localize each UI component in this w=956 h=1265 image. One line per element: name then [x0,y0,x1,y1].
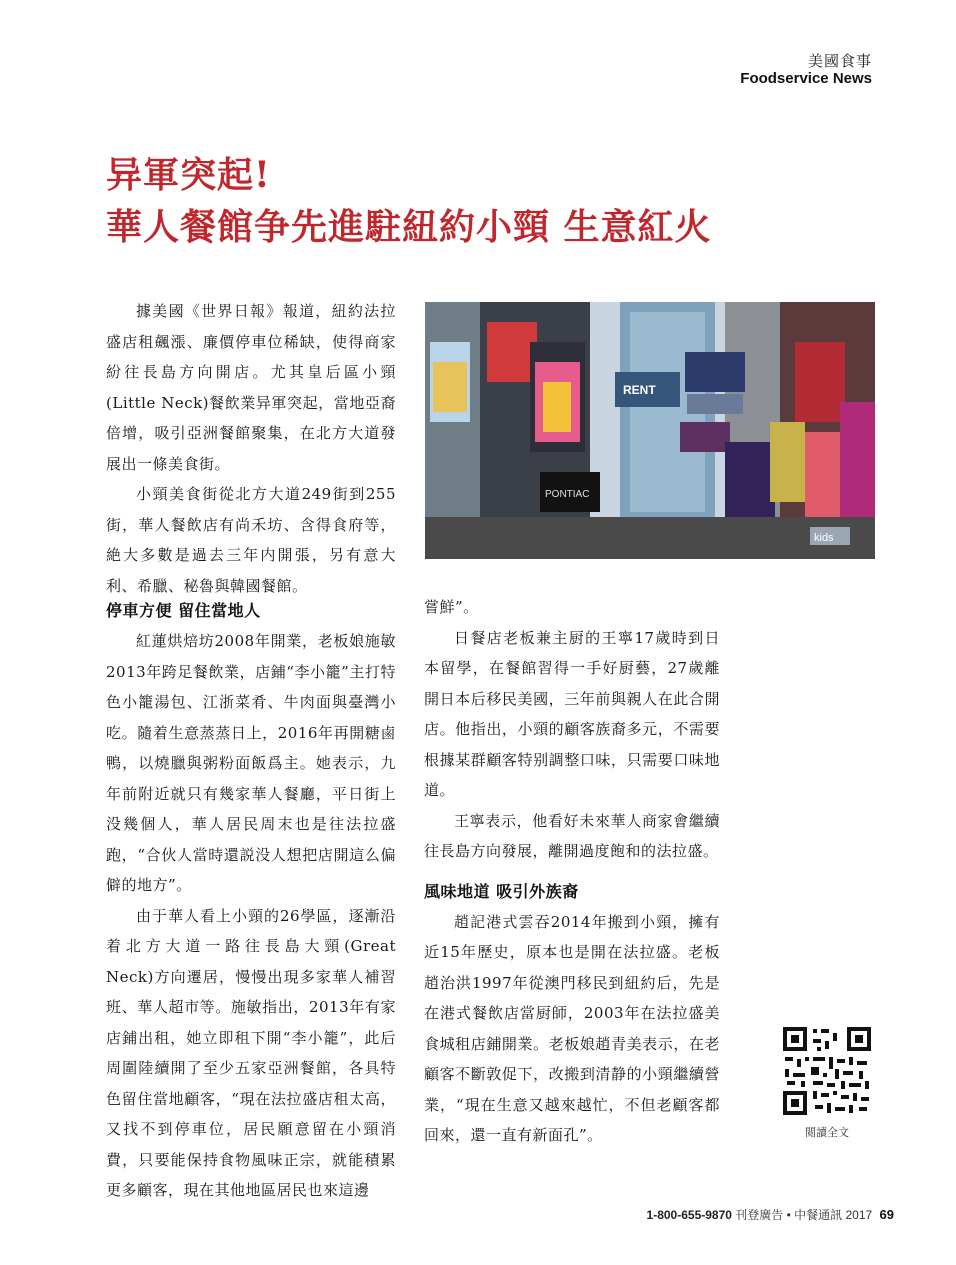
continued-paragraph: 嘗鮮”。 [424,598,479,616]
section-2-paragraph-3: 趙記港式雲吞2014年搬到小頸，擁有近15年歷史，原本也是開在法拉盛。老板趙治洪1997年從澳門移民到紐約后，先是在港式餐飲店當厨師，2003年在法拉盛美食城租店鋪開業。老板娘趙青美表示，在老顧客不斷敦促下，改搬到清静的小頸繼續營業，“現在生意又越來越忙，不但老顧客都回來，還一直有新面孔”。 [424,912,720,1144]
section-2-paragraph-2: 王寧表示，他看好未來華人商家會繼續往長島方向發展，離開過度飽和的法拉盛。 [424,811,720,860]
section-2-heading: 風味地道 吸引外族裔 [424,881,579,901]
footer-phone: 1-800-655-9870 [646,1208,732,1222]
page-number: 69 [879,1207,894,1222]
qr-code[interactable] [783,1027,871,1115]
section-1-heading: 停車方便 留住當地人 [106,601,261,620]
section-1-paragraph-1: 紅蓮烘焙坊2008年開業，老板娘施敏2013年跨足餐飲業，店鋪“李小籠”主打特色小籠湯包、江浙菜肴、牛肉面與臺灣小吃。隨着生意蒸蒸日上，2016年再開糖鹵鴨，以燒臘與粥粉面飯爲主。她表示，九年前附近就只有幾家華人餐廳，平日街上没幾個人，華人居民周末也是往法拉盛跑，“合伙人當時還説没人想把店開這么偏僻的地方”。 [106,632,396,894]
article-intro [106,296,396,601]
intro-paragraph-2: 小頸美食街從北方大道249街到255街，華人餐飲店有尚禾坊、含得食府等，絶大多數是過去三年内開張，另有意大利、希臘、秘魯與韓國餐館。 [106,485,396,595]
qr-caption: 閲讀全文 [805,1126,849,1139]
section-2-paragraph-1: 日餐店老板兼主厨的王寧17歲時到日本留學，在餐館習得一手好厨藝，27歲離開日本后移民美國，三年前與親人在此合開店。他指出，小頸的顧客族裔多元，不需要根據某群顧客特别調整口味，只需要口味地道。 [424,628,720,799]
headline-line-1: 异軍突起! [106,154,271,196]
section-title-en: Foodservice News [740,70,872,87]
billboard-pontiac: PONTIAC [545,489,590,500]
article-section-2 [424,592,720,1151]
article-section-1 [106,596,396,1206]
footer-text: 刊登廣告 • 中餐通訊 2017 [735,1208,873,1222]
headline-line-2: 華人餐館争先進駐紐約小頸 生意紅火 [106,206,712,248]
section-title-cn: 美國食事 [807,52,872,70]
section-1-paragraph-2: 由于華人看上小頸的26學區，逐漸沿着北方大道一路往長島大頸(Great Neck)方向遷居，慢慢出現多家華人補習班、華人超市等。施敏指出，2013年有家店鋪出租，她立即租下開“李小籠”，此后周圍陸續開了至少五家亞洲餐館，各具特色留住當地顧客，“現在法拉盛店租太高，又找不到停車位，居民願意留在小頸消費，只要能保持食物風味正宗，就能積累更多顧客，現在其他地區居民也來這邊 [106,906,396,1199]
billboard-kids: kids [814,532,834,544]
page-footer [647,1206,894,1223]
times-square-photo [425,302,875,559]
billboard-rent: RENT [623,383,656,397]
intro-paragraph-1: 據美國《世界日報》報道，紐約法拉盛店租飆漲、廉價停車位稀缺，使得商家紛往長島方向開店。尤其皇后區小頸(Little Neck)餐飲業异軍突起，當地亞裔倍增，吸引亞洲餐館聚集，在北方大道發展出一條美食街。 [106,302,396,473]
